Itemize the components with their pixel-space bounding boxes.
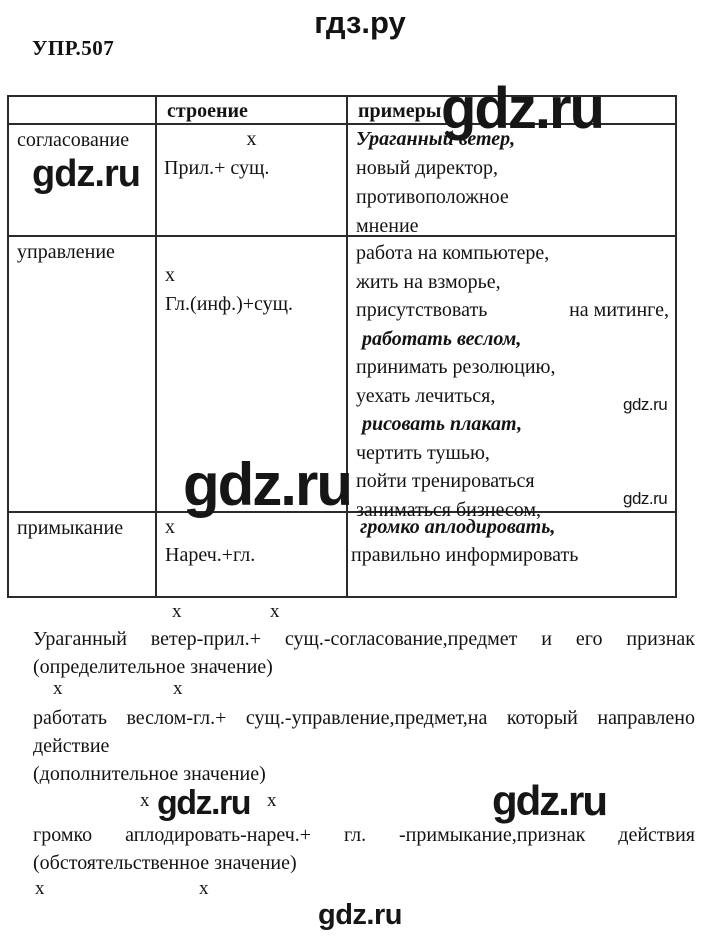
example-line: мнение [356,215,419,237]
agreement-examples-cell [348,125,675,237]
agreement-structure-cell [157,125,348,237]
gdz-watermark: gdz.ru [157,784,250,822]
example-line: пойти тренироваться [356,470,535,492]
stress-marker: х [173,678,183,699]
header-cell-type [9,97,157,125]
example-line-right: на митинге, [569,299,669,321]
example-line: рисовать плакат, [362,413,523,435]
stress-marker: х [172,601,182,622]
example-line: новый директор, [356,157,498,179]
gdz-watermark: gdz.ru [32,153,140,195]
analysis-agreement-meaning: (определительное значение) [33,656,273,678]
example-line: правильно информировать [351,544,579,566]
agreement-structure-formula: Прил.+ сущ. [164,157,270,179]
analysis-control-meaning: (дополнительное значение) [33,763,266,785]
example-line: принимать резолюцию, [356,356,556,378]
example-line: Ураганный ветер, [356,128,516,150]
control-examples-cell [348,237,675,521]
example-line: чертить тушью, [356,441,490,464]
example-line [348,296,675,325]
analysis-agreement-line: Ураганный ветер-прил.+ сущ.-согласование,предмет и его признак [33,628,695,650]
example-line: работать веслом, [362,327,522,350]
analysis-control-line: работать веслом-гл.+ сущ.-управление,предмет,на который направлено [33,707,695,729]
example-line: жить на взморье, [356,270,501,293]
stress-marker: х [267,790,277,811]
gdz-watermark: gdz.ru [492,777,606,824]
adjunction-type-label: примыкание [9,513,157,596]
analysis-adjunction-line: громко аплодировать-нареч.+ гл. -примыкание,признак действия [33,824,695,846]
adjunction-examples-cell [348,513,675,596]
gdz-watermark: gdz.ru [623,489,668,508]
gdz-watermark: gdz.ru [441,76,603,141]
control-type-label: управление [9,237,157,513]
stress-marker: х [246,128,257,150]
analysis-control-line-2: действие [33,735,110,757]
adjunction-structure-cell [157,513,348,596]
stress-marker: х [140,790,150,811]
stress-marker: х [53,678,63,699]
adjunction-structure-formula: Нареч.+гл. [165,544,256,566]
example-line: громко аплодировать, [360,516,556,538]
stress-marker: х [35,878,45,899]
example-line: работа на компьютере, [356,242,550,264]
gdz-watermark: gdz.ru [318,899,402,931]
stress-marker: х [165,264,175,286]
exercise-number: УПР.507 [32,36,115,60]
header-cell-examples: примеры [348,97,675,125]
stress-marker: х [199,878,209,899]
stress-marker: х [165,516,175,538]
gdz-watermark: gdz.ru [183,451,351,518]
header-cell-structure: строение [157,97,348,125]
gdz-watermark: gdz.ru [623,395,668,414]
example-line: противоположное [356,186,509,208]
stress-marker: х [270,601,280,622]
example-line-left: присутствовать [356,299,488,321]
site-title-watermark: гдз.ру [314,5,406,40]
agreement-type-label: согласование [9,125,157,237]
analysis-adjunction-meaning: (обстоятельственное значение) [33,852,297,874]
example-line: уехать лечиться, [356,384,496,407]
example-line: заниматься бизнесом, [356,498,542,521]
control-structure-formula: Гл.(инф.)+сущ. [165,292,294,315]
